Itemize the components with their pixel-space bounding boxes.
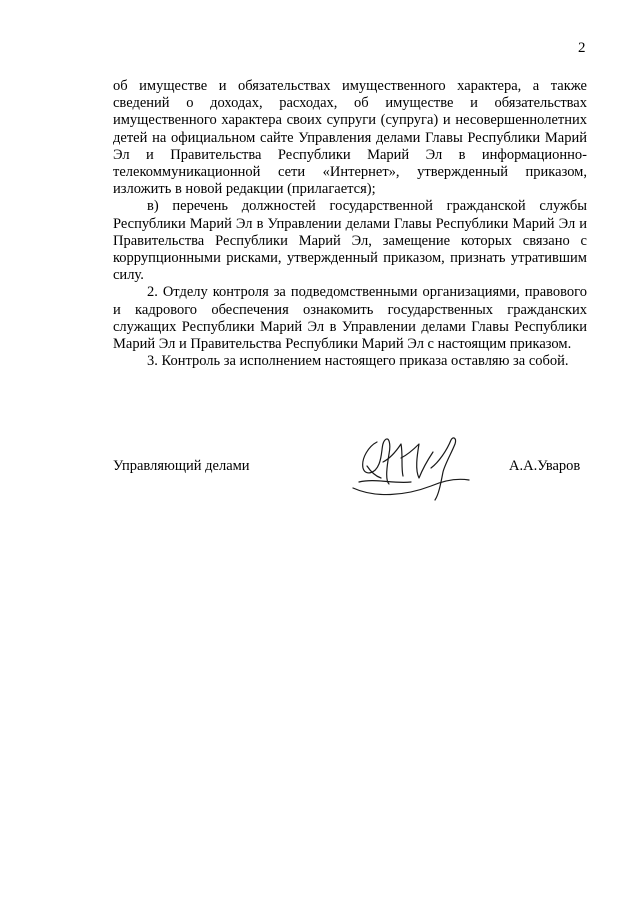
paragraph-item-2: 2. Отделу контроля за подведомственными организациями, правового и кадрового обеспечения ознакомить государственных гражданских служащих Республики Марий Эл в Управлении делами Главы Республики Марий Эл и Правительства Республики Марий Эл с настоящим приказом.: [113, 284, 587, 353]
paragraph-item-3: 3. Контроль за исполнением настоящего приказа оставляю за собой.: [147, 353, 569, 370]
document-body: [113, 78, 587, 370]
handwritten-signature: [345, 428, 475, 508]
paragraph-item-v: в) перечень должностей государственной гражданской службы Республики Марий Эл в Управлении делами Главы Республики Марий Эл и Правительства Республики Марий Эл, замещение которых связано с коррупционными рисками, утвержденный приказом, признать утратившим силу.: [113, 198, 587, 284]
page-number: 2: [578, 40, 586, 56]
signer-name: А.А.Уваров: [509, 458, 581, 474]
signature-position-title: Управляющий делами: [113, 458, 250, 474]
paragraph-continuation: об имуществе и обязательствах имущественного характера, а также сведений о доходах, расходах, об имуществе и обязательствах имущественного характера своих супруги (супруга) и несовершеннолетних детей на официальном сайте Управления делами Главы Республики Марий Эл и Правительства Республики Марий Эл в информационно-телекоммуникационной сети «Интернет», утвержденный приказом, изложить в новой редакции (прилагается);: [113, 78, 587, 198]
